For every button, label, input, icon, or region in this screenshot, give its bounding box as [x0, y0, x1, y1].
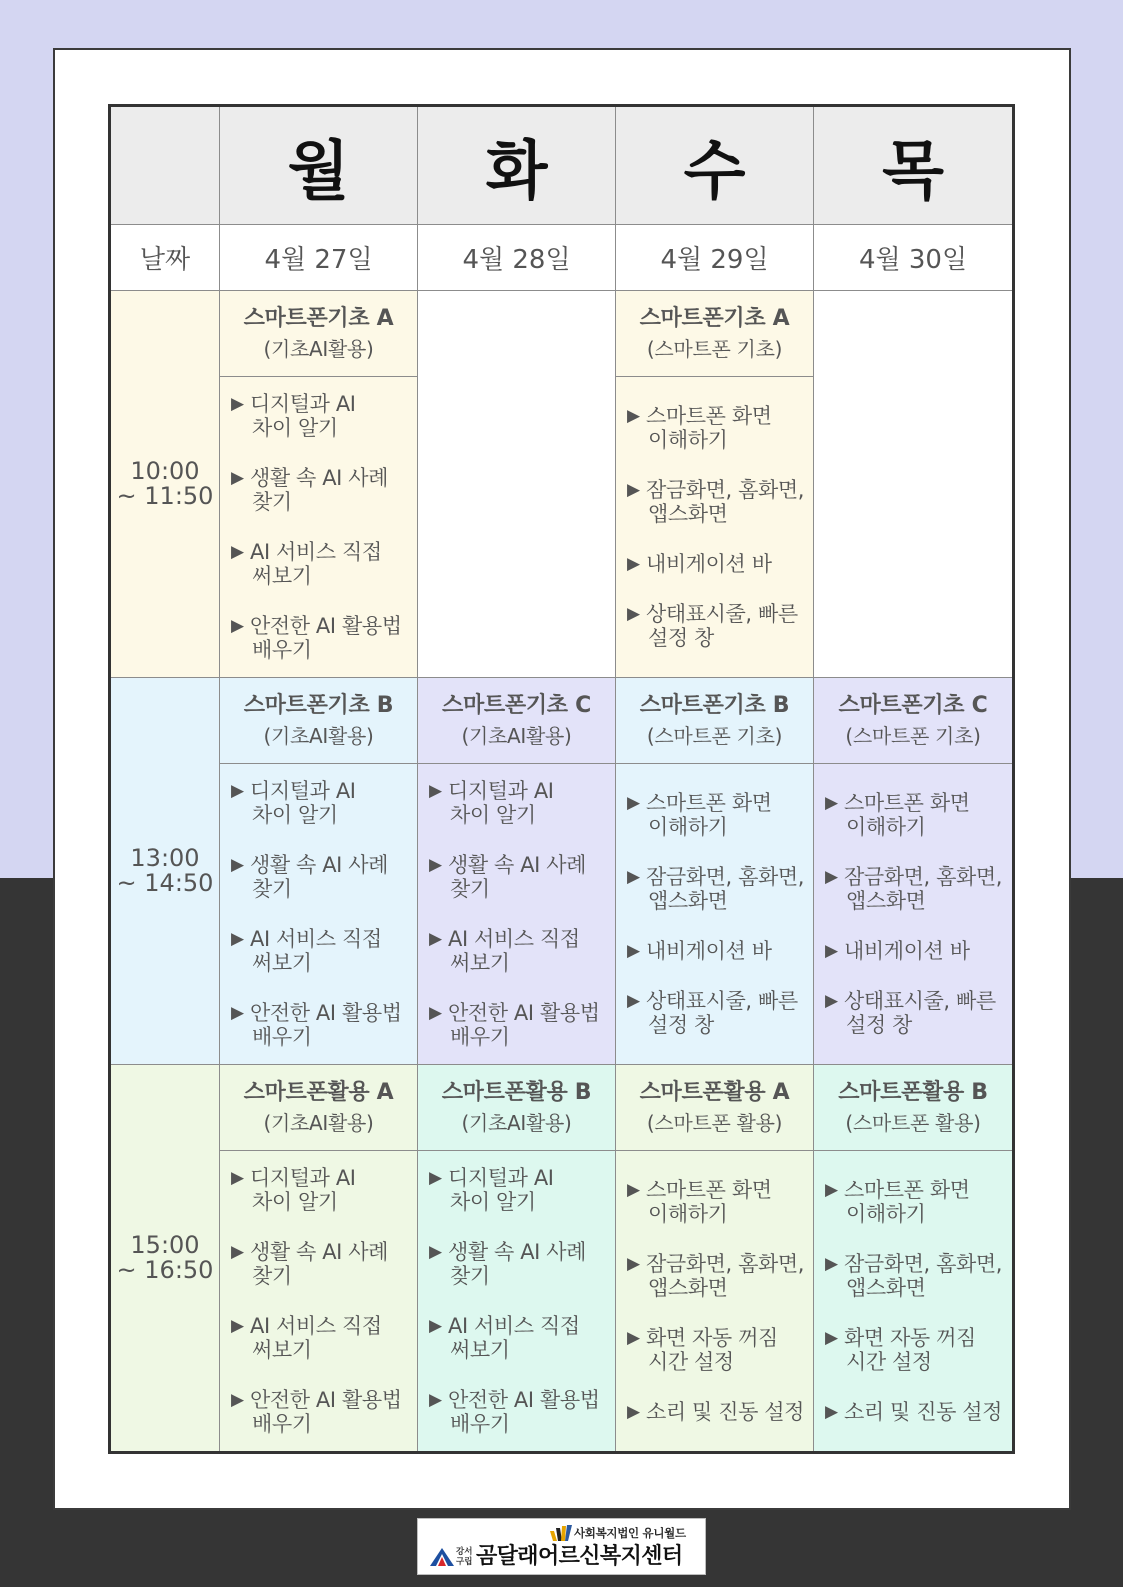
list-item-text: 내비게이션 바: [646, 939, 772, 963]
list-item-text: 배우기: [450, 1412, 510, 1436]
list-item: [429, 853, 611, 901]
class-title: 스마트폰활용 A: [639, 1079, 790, 1105]
list-item-text: 앱스화면: [648, 889, 728, 913]
district-label-line: 구립: [456, 1557, 473, 1567]
list-item: [627, 865, 809, 913]
list-item: [231, 1166, 413, 1214]
bullet-arrow-icon: ▶: [627, 1402, 640, 1422]
class-title: 스마트폰활용 B: [441, 1079, 592, 1105]
bullet-arrow-icon: ▶: [627, 941, 640, 961]
list-item-text: 써보기: [450, 1338, 510, 1362]
list-item-text: 배우기: [450, 1025, 510, 1049]
time-slot-cell: [111, 678, 220, 1065]
list-item-text: 디지털과 AI: [448, 1166, 554, 1190]
list-item-text: 잠금화면, 홈화면,: [844, 865, 1003, 889]
class-title: 스마트폰활용 A: [243, 1079, 394, 1105]
date-value: 4월 29일: [660, 245, 769, 275]
list-item-text: 앱스화면: [846, 889, 926, 913]
list-item: [231, 614, 413, 662]
bullet-arrow-icon: ▶: [429, 1390, 442, 1410]
class-subtitle: (스마트폰 기초): [646, 336, 783, 361]
bullet-arrow-icon: ▶: [429, 929, 442, 949]
day-label: 수: [683, 134, 746, 209]
list-item-text: 차이 알기: [252, 1190, 338, 1214]
list-item-text: 상태표시줄, 빠른: [844, 989, 996, 1013]
list-item: [231, 466, 413, 514]
list-item: [429, 1001, 611, 1049]
list-item-text: 배우기: [252, 638, 312, 662]
class-title-block: [418, 1065, 615, 1151]
list-item-text: AI 서비스 직접: [448, 927, 580, 951]
list-item-text: 생활 속 AI 사례: [250, 853, 389, 877]
class-subtitle: (스마트폰 기초): [646, 723, 783, 748]
bullet-arrow-icon: ▶: [231, 468, 244, 488]
bullet-arrow-icon: ▶: [627, 604, 640, 624]
list-item-text: 차이 알기: [252, 416, 338, 440]
topic-list: [616, 377, 813, 677]
bullet-arrow-icon: ▶: [825, 991, 838, 1011]
list-item-text: 안전한 AI 활용법: [250, 614, 402, 638]
list-item-text: 설정 창: [648, 1013, 714, 1037]
list-item-text: 차이 알기: [450, 1190, 536, 1214]
list-item-text: 이해하기: [648, 815, 728, 839]
list-item-text: 배우기: [252, 1025, 312, 1049]
foundation-name: 사회복지법인 유니월드: [574, 1526, 686, 1540]
list-item-text: 안전한 AI 활용법: [250, 1001, 402, 1025]
list-item: [825, 1252, 1008, 1300]
list-item: [825, 1178, 1008, 1226]
class-title-block: [220, 291, 417, 377]
list-item: [825, 1326, 1008, 1374]
list-item: [429, 1240, 611, 1288]
class-cell: [220, 1065, 418, 1451]
bullet-arrow-icon: ▶: [231, 616, 244, 636]
class-title-block: [616, 291, 813, 377]
bullet-arrow-icon: ▶: [231, 1316, 244, 1336]
list-item-text: 소리 및 진동 설정: [844, 1400, 1003, 1424]
list-item: [231, 1388, 413, 1436]
list-item: [429, 779, 611, 827]
date-value: 4월 30일: [858, 245, 968, 275]
list-item: [429, 1314, 611, 1362]
list-item-text: 내비게이션 바: [646, 552, 772, 576]
empty-cell: [814, 291, 1012, 678]
class-cell: [418, 1065, 616, 1451]
time-slot-label: 10:00: [130, 457, 200, 485]
bullet-arrow-icon: ▶: [627, 554, 640, 574]
class-cell: [814, 678, 1012, 1065]
list-item: [825, 939, 1008, 963]
list-item-text: AI 서비스 직접: [250, 540, 382, 564]
bullet-arrow-icon: ▶: [429, 1316, 442, 1336]
bullet-arrow-icon: ▶: [429, 781, 442, 801]
list-item-text: AI 서비스 직접: [448, 1314, 580, 1338]
time-slot-label: 15:00: [130, 1231, 200, 1259]
list-item-text: 앱스화면: [648, 1276, 728, 1300]
bullet-arrow-icon: ▶: [429, 855, 442, 875]
bullet-arrow-icon: ▶: [627, 793, 640, 813]
list-item-text: 생활 속 AI 사례: [448, 1240, 587, 1264]
class-title-block: [616, 1065, 813, 1151]
list-item: [231, 1240, 413, 1288]
list-item: [231, 853, 413, 901]
bullet-arrow-icon: ▶: [429, 1168, 442, 1188]
list-item-text: 찾기: [252, 1264, 292, 1288]
time-slot-label: ~ 14:50: [116, 869, 214, 897]
topic-list: [220, 764, 417, 1064]
list-item-text: 잠금화면, 홈화면,: [646, 1252, 805, 1276]
time-slot-cell: [111, 1065, 220, 1451]
list-item-text: 화면 자동 꺼짐: [844, 1326, 976, 1350]
list-item-text: 써보기: [252, 564, 312, 588]
topic-list: [616, 1151, 813, 1451]
day-header-tue: [418, 107, 616, 225]
class-cell: [616, 291, 814, 678]
topic-list: [220, 377, 417, 677]
list-item: [627, 1400, 809, 1424]
list-item-text: 스마트폰 화면: [844, 791, 970, 815]
list-item: [627, 478, 809, 526]
schedule-table: [108, 104, 1015, 1454]
bullet-arrow-icon: ▶: [231, 929, 244, 949]
bullet-arrow-icon: ▶: [627, 406, 640, 426]
bullet-arrow-icon: ▶: [825, 1180, 838, 1200]
list-item-text: 스마트폰 화면: [646, 404, 772, 428]
class-title: 스마트폰활용 B: [838, 1079, 988, 1105]
class-subtitle: (기초AI활용): [263, 723, 374, 748]
class-subtitle: (스마트폰 기초): [845, 723, 981, 748]
gangseo-emblem-icon: [429, 1546, 455, 1568]
class-subtitle: (기초AI활용): [263, 336, 374, 361]
list-item-text: 앱스화면: [846, 1276, 926, 1300]
district-label: [456, 1547, 472, 1567]
list-item: [627, 939, 809, 963]
list-item: [825, 1400, 1008, 1424]
date-cell-mon: [220, 225, 418, 291]
list-item-text: 써보기: [252, 1338, 312, 1362]
header-corner-cell: [111, 107, 220, 225]
list-item-text: 배우기: [252, 1412, 312, 1436]
uniworld-logo-icon: [549, 1525, 573, 1542]
list-item-text: 이해하기: [648, 428, 728, 452]
time-slot-label: ~ 16:50: [116, 1256, 214, 1284]
day-label: 목: [882, 134, 944, 209]
class-title-block: [220, 1065, 417, 1151]
bullet-arrow-icon: ▶: [231, 1242, 244, 1262]
empty-cell: [418, 291, 616, 678]
list-item-text: 잠금화면, 홈화면,: [646, 478, 805, 502]
list-item: [627, 1326, 809, 1374]
list-item: [825, 791, 1008, 839]
list-item-text: 시간 설정: [846, 1350, 932, 1374]
topic-list: [814, 764, 1012, 1064]
topic-list: [220, 1151, 417, 1451]
class-cell: [220, 678, 418, 1065]
list-item: [825, 865, 1008, 913]
date-value: 4월 27일: [264, 245, 373, 275]
center-name: 곰달래어르신복지센터: [476, 1544, 683, 1569]
list-item-text: 상태표시줄, 빠른: [646, 989, 798, 1013]
bullet-arrow-icon: ▶: [825, 793, 838, 813]
list-item: [429, 1166, 611, 1214]
class-cell: [616, 1065, 814, 1451]
list-item: [429, 1388, 611, 1436]
bullet-arrow-icon: ▶: [231, 855, 244, 875]
bullet-arrow-icon: ▶: [627, 991, 640, 1011]
list-item: [231, 1001, 413, 1049]
date-value: 4월 28일: [462, 245, 571, 275]
day-label: 화: [485, 134, 548, 209]
class-title-block: [220, 678, 417, 764]
center-logo: [417, 1518, 706, 1575]
class-cell: [616, 678, 814, 1065]
list-item-text: 생활 속 AI 사례: [250, 466, 389, 490]
class-title: 스마트폰기초 C: [838, 692, 988, 718]
list-item-text: 디지털과 AI: [250, 1166, 356, 1190]
class-subtitle: (기초AI활용): [461, 723, 572, 748]
list-item-text: 스마트폰 화면: [646, 791, 772, 815]
class-subtitle: (기초AI활용): [263, 1110, 374, 1135]
bullet-arrow-icon: ▶: [825, 1254, 838, 1274]
list-item: [429, 927, 611, 975]
list-item-text: 시간 설정: [648, 1350, 734, 1374]
class-title: 스마트폰기초 C: [442, 692, 591, 718]
list-item: [627, 552, 809, 576]
list-item-text: 잠금화면, 홈화면,: [844, 1252, 1003, 1276]
bullet-arrow-icon: ▶: [231, 1003, 244, 1023]
class-title: 스마트폰기초 B: [639, 692, 790, 718]
list-item: [231, 1314, 413, 1362]
topic-list: [418, 764, 615, 1064]
list-item-text: 찾기: [450, 877, 490, 901]
date-cell-wed: [616, 225, 814, 291]
list-item-text: 디지털과 AI: [250, 779, 356, 803]
list-item-text: AI 서비스 직접: [250, 1314, 382, 1338]
list-item-text: 찾기: [252, 877, 292, 901]
list-item: [231, 779, 413, 827]
bullet-arrow-icon: ▶: [627, 480, 640, 500]
topic-list: [814, 1151, 1012, 1451]
bullet-arrow-icon: ▶: [627, 1254, 640, 1274]
list-item-text: 생활 속 AI 사례: [250, 1240, 389, 1264]
class-cell: [814, 1065, 1012, 1451]
date-label-cell: [111, 225, 220, 291]
district-label-line: 강서: [456, 1547, 473, 1557]
list-item-text: 잠금화면, 홈화면,: [646, 865, 805, 889]
list-item-text: 상태표시줄, 빠른: [646, 602, 798, 626]
class-subtitle: (스마트폰 활용): [845, 1110, 981, 1135]
class-cell: [220, 291, 418, 678]
list-item-text: 차이 알기: [450, 803, 536, 827]
list-item-text: 이해하기: [846, 1202, 926, 1226]
list-item-text: 찾기: [450, 1264, 490, 1288]
list-item-text: 차이 알기: [252, 803, 338, 827]
list-item-text: 스마트폰 화면: [646, 1178, 772, 1202]
list-item-text: 안전한 AI 활용법: [250, 1388, 402, 1412]
list-item: [627, 1252, 809, 1300]
list-item: [627, 602, 809, 650]
list-item-text: 설정 창: [648, 626, 714, 650]
time-slot-label: 13:00: [130, 844, 200, 872]
topic-list: [616, 764, 813, 1064]
list-item: [825, 989, 1008, 1037]
class-title-block: [616, 678, 813, 764]
topic-list: [418, 1151, 615, 1451]
bullet-arrow-icon: ▶: [231, 1168, 244, 1188]
class-subtitle: (기초AI활용): [461, 1110, 572, 1135]
class-title-block: [418, 678, 615, 764]
list-item: [231, 927, 413, 975]
list-item-text: 스마트폰 화면: [844, 1178, 970, 1202]
list-item-text: 찾기: [252, 490, 292, 514]
list-item-text: 소리 및 진동 설정: [646, 1400, 805, 1424]
bullet-arrow-icon: ▶: [627, 1328, 640, 1348]
date-cell-thu: [814, 225, 1012, 291]
day-header-wed: [616, 107, 814, 225]
day-label: 월: [287, 134, 350, 209]
list-item-text: 설정 창: [846, 1013, 912, 1037]
bullet-arrow-icon: ▶: [627, 1180, 640, 1200]
list-item-text: 이해하기: [846, 815, 926, 839]
class-title-block: [814, 678, 1012, 764]
bullet-arrow-icon: ▶: [825, 1402, 838, 1422]
class-subtitle: (스마트폰 활용): [646, 1110, 783, 1135]
list-item-text: 화면 자동 꺼짐: [646, 1326, 778, 1350]
bullet-arrow-icon: ▶: [429, 1242, 442, 1262]
bullet-arrow-icon: ▶: [825, 867, 838, 887]
day-header-mon: [220, 107, 418, 225]
class-title: 스마트폰기초 B: [243, 692, 394, 718]
bullet-arrow-icon: ▶: [231, 1390, 244, 1410]
bullet-arrow-icon: ▶: [231, 781, 244, 801]
bullet-arrow-icon: ▶: [627, 867, 640, 887]
bullet-arrow-icon: ▶: [825, 1328, 838, 1348]
list-item-text: 안전한 AI 활용법: [448, 1001, 600, 1025]
list-item: [231, 540, 413, 588]
list-item-text: 이해하기: [648, 1202, 728, 1226]
date-cell-tue: [418, 225, 616, 291]
time-slot-label: ~ 11:50: [116, 482, 214, 510]
class-cell: [418, 678, 616, 1065]
list-item-text: 내비게이션 바: [844, 939, 970, 963]
day-header-thu: [814, 107, 1012, 225]
list-item-text: 디지털과 AI: [250, 392, 356, 416]
class-title-block: [814, 1065, 1012, 1151]
time-slot-cell: [111, 291, 220, 678]
list-item-text: 생활 속 AI 사례: [448, 853, 587, 877]
list-item-text: AI 서비스 직접: [250, 927, 382, 951]
date-label: 날짜: [139, 245, 191, 275]
bullet-arrow-icon: ▶: [231, 394, 244, 414]
list-item-text: 안전한 AI 활용법: [448, 1388, 600, 1412]
list-item: [627, 404, 809, 452]
class-title: 스마트폰기초 A: [243, 305, 394, 331]
bullet-arrow-icon: ▶: [429, 1003, 442, 1023]
list-item: [627, 989, 809, 1037]
bullet-arrow-icon: ▶: [231, 542, 244, 562]
list-item-text: 써보기: [252, 951, 312, 975]
list-item: [627, 791, 809, 839]
bullet-arrow-icon: ▶: [825, 941, 838, 961]
class-title: 스마트폰기초 A: [639, 305, 790, 331]
list-item: [627, 1178, 809, 1226]
list-item-text: 디지털과 AI: [448, 779, 554, 803]
list-item-text: 앱스화면: [648, 502, 728, 526]
list-item: [231, 392, 413, 440]
list-item-text: 써보기: [450, 951, 510, 975]
